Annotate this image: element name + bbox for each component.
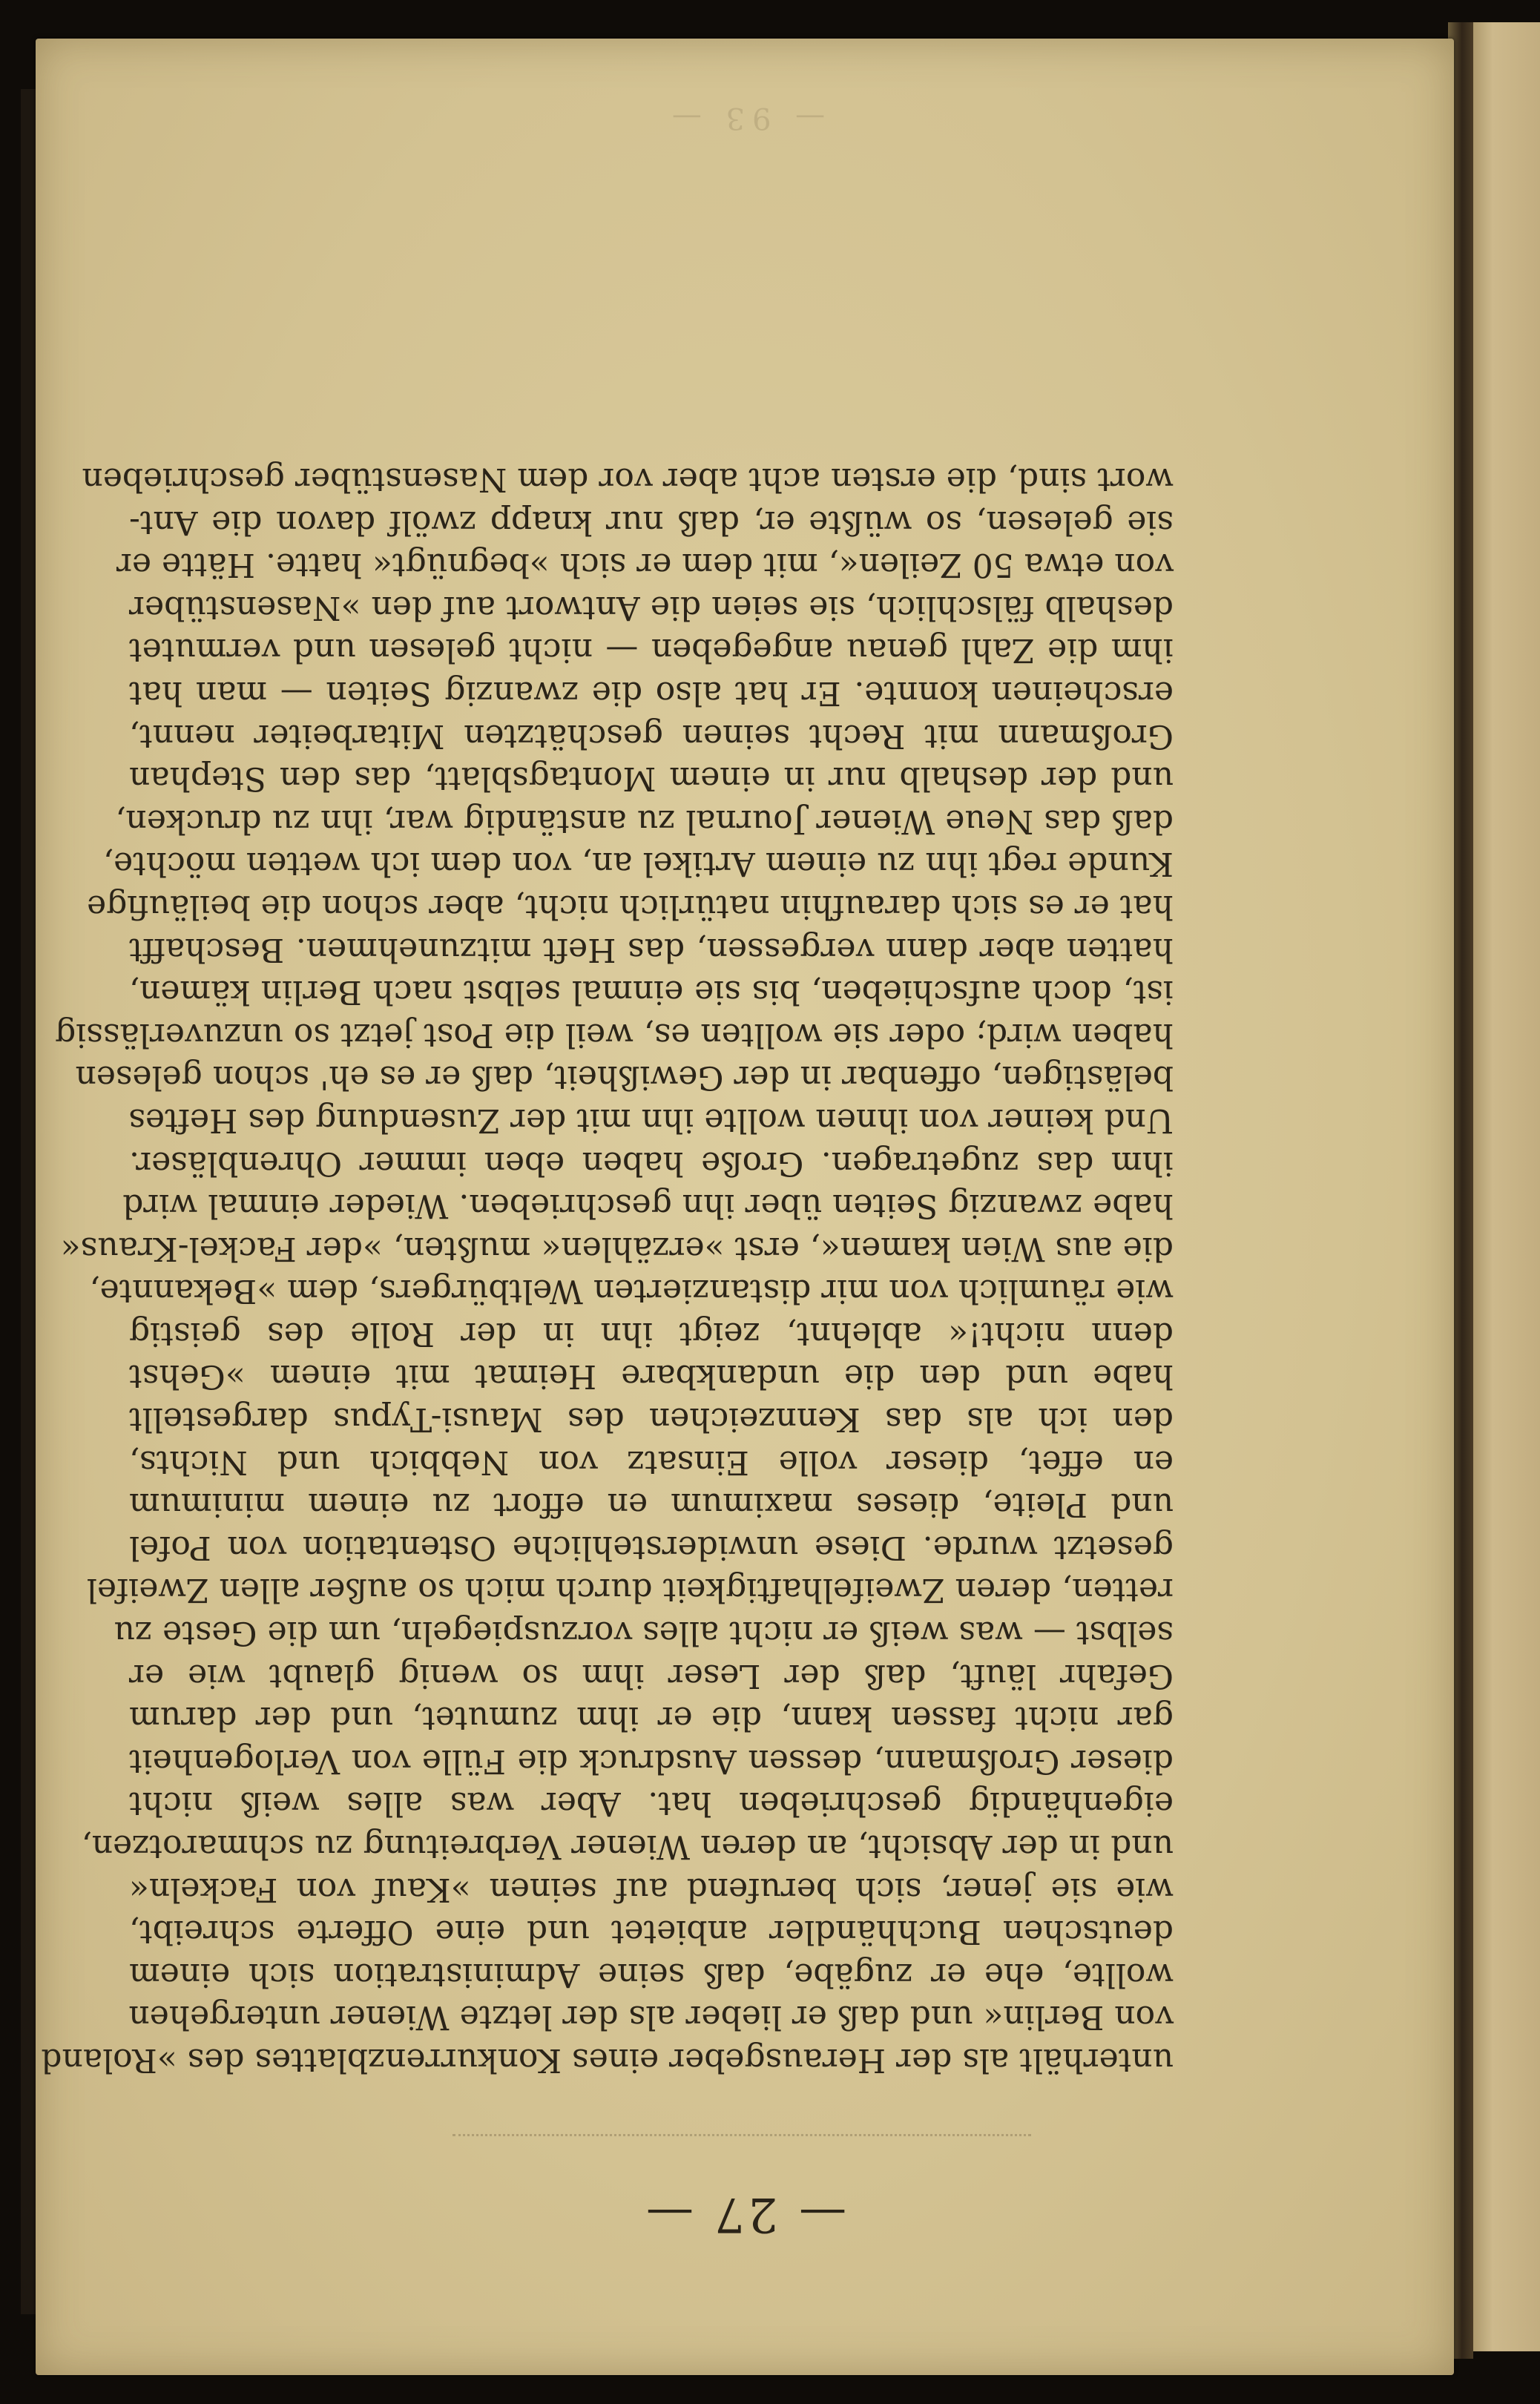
text-line: und der deshalb nur in einem Montagsblatt, das den Stephan <box>129 760 1174 798</box>
text-line: deutschen Buchhändler anbietet und eine Offerte schreibt, <box>129 1913 1174 1952</box>
text-line: dieser Großmann, dessen Ausdruck die Fülle von Verlogenheit <box>129 1742 1174 1780</box>
text-line: wie sie jener, sich berufend auf seinen »Kauf von Fackeln« <box>129 1870 1174 1909</box>
text-line: retten, deren Zweifelhaftigkeit durch mich so außer allen Zweifel <box>86 1571 1174 1610</box>
text-line: sie gelesen, so wüßte er, daß nur knapp zwölf davon die Ant- <box>129 503 1174 541</box>
text-line: hat er es sich daraufhin natürlich nicht, aber schon die beiläufige <box>87 887 1174 926</box>
text-line: selbst — was weiß er nicht alles vorzuspiegeln, um die Geste zu <box>113 1614 1174 1653</box>
text-line: belästigen, offenbar in der Gewißheit, daß er es eh' schon gelesen <box>75 1058 1174 1097</box>
text-line: habe zwanzig Seiten über ihn geschrieben. Wieder einmal wird <box>122 1187 1174 1225</box>
text-line: Kunde regt ihn zu einem Artikel an, von dem ich wetten möchte, <box>103 845 1174 883</box>
text-line: en effet, dieser volle Einsatz von Nebbich und Nichts, <box>129 1443 1174 1481</box>
text-line: wort sind, die ersten acht aber vor dem Nasenstüber geschrieben <box>82 461 1174 499</box>
text-line: den ich als das Kennzeichen des Mausi-Typus dargestellt <box>129 1400 1174 1439</box>
text-line: Großmann mit Recht seinen geschätzten Mitarbeiter nennt, <box>129 717 1174 755</box>
text-line: unterhält als der Herausgeber eines Konkurrenzblattes des »Roland <box>41 2041 1174 2079</box>
text-line: hatten aber dann vergessen, das Heft mitzunehmen. Beschafft <box>129 930 1174 969</box>
page-number: — 27 — <box>642 2187 847 2242</box>
text-line: wie räumlich von mir distanzierten Weltbürgers, dem »Bekannte, <box>89 1272 1174 1311</box>
text-line: wollte, ehe er zugäbe, daß seine Administration sich einem <box>129 1955 1174 1994</box>
text-line: ihm die Zahl genau angegeben — nicht gelesen und vermutet <box>129 631 1174 670</box>
text-line: die aus Wien kamen«, erst »erzählen« mußten, »der Fackel-Kraus« <box>60 1229 1174 1268</box>
text-line: gesetzt wurde. Diese unwiderstehliche Ostentation von Pofel <box>129 1528 1174 1567</box>
text-line: ihm das zugetragen. Große haben eben immer Ohrenbläser. <box>129 1144 1174 1182</box>
text-line: daß das Neue Wiener Journal zu anständig war, ihn zu drucken, <box>115 802 1174 840</box>
upside-down-page <box>36 39 1454 2375</box>
text-line: haben wird; oder sie wollten es, weil die Post jetzt so unzuverlässig <box>55 1015 1174 1054</box>
show-through-page-number: — 93 — <box>664 101 826 135</box>
text-line: habe und den die undankbare Heimat mit einem »Gehst <box>129 1357 1174 1396</box>
body-text <box>41 458 1174 2081</box>
text-line: Gefahr läuft, daß der Leser ihm so wenig glaubt wie er <box>129 1656 1174 1695</box>
text-line: gar nicht fassen kann, die er ihm zumutet, und der darum <box>129 1699 1174 1738</box>
text-line: denn nicht!« ablehnt, zeigt ihn in der Rolle des geistig <box>129 1314 1174 1353</box>
text-line: eigenhändig geschrieben hat. Aber was alles weiß nicht <box>129 1785 1174 1823</box>
dotted-rule <box>453 2134 1031 2136</box>
next-page-edge <box>1467 22 1540 2351</box>
text-line: und Pleite, dieses maximum en effort zu einem minimum <box>129 1486 1174 1524</box>
text-line: von Berlin« und daß er lieber als der letzte Wiener untergehen <box>128 1998 1174 2037</box>
text-line: Und keiner von ihnen wollte ihn mit der Zusendung des Heftes <box>128 1101 1174 1139</box>
text-line: erscheinen konnte. Er hat also die zwanzig Seiten — man hat <box>129 674 1174 712</box>
book-cover-edge <box>21 89 37 2314</box>
text-line: und in der Absicht, an deren Wiener Verbreitung zu schmarotzen, <box>81 1828 1174 1866</box>
text-line: von etwa 50 Zeilen«, mit dem er sich »begnügt« hatte. Hätte er <box>116 546 1174 584</box>
text-line: ist, doch aufschieben, bis sie einmal selbst nach Berlin kämen, <box>129 973 1174 1012</box>
text-line: deshalb fälschlich, sie seien die Antwort auf den »Nasenstüber <box>129 588 1174 627</box>
